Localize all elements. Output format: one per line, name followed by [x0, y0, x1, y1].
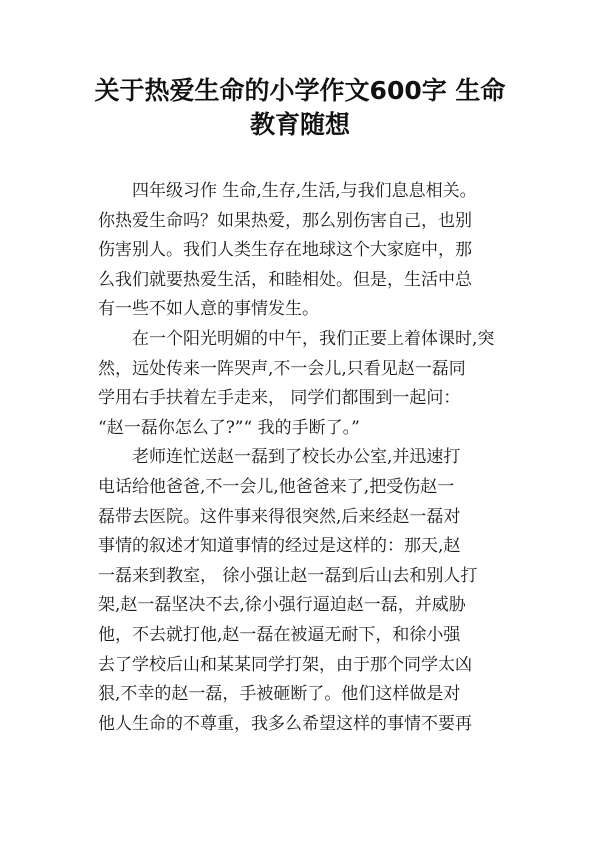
paragraph-2-line-2: 然，远处传来一阵哭声,不一会儿,只看见赵一磊同 — [98, 358, 466, 379]
paragraph-3-line-9: 狠,不幸的赵一磊，手被砸断了。他们这样做是对 — [98, 684, 461, 705]
document-body — [98, 177, 538, 739]
paragraph-1-line-1: 四年级习作 生命,生存,生活,与我们息息相关。 — [132, 181, 477, 201]
title-line: 关于热爱生命的小学作文600字 生命 — [94, 76, 506, 105]
paragraph-3-line-8: 去了学校后山和某某同学打架，由于那个同学太凶 — [98, 654, 472, 675]
paragraph-3-line-3: 磊带去医院。这件事来得很突然,后来经赵一磊对 — [98, 506, 461, 527]
paragraph-2-line-4: “赵一磊你怎么了?”“ 我的手断了。” — [98, 417, 360, 438]
paragraph-2-line-3: 学用右手扶着左手走来， 同学们都围到一起问： — [98, 388, 461, 409]
paragraph-1-line-5: 有一些不如人意的事情发生。 — [98, 299, 319, 320]
paragraph-3-line-6: 架,赵一磊坚决不去,徐小强行逼迫赵一磊，并威胁 — [98, 595, 466, 616]
paragraph-3-line-7: 他，不去就打他,赵一磊在被逼无耐下，和徐小强 — [98, 624, 461, 645]
paragraph-3-line-10: 他人生命的不尊重，我多么希望这样的事情不要再 — [98, 713, 472, 734]
paragraph-1-line-4: 么我们就要热爱生活，和睦相处。但是，生活中总 — [98, 269, 472, 290]
paragraph-3-line-1: 老师连忙送赵一磊到了校长办公室,并迅速打 — [132, 447, 461, 468]
paragraph-3-line-2: 电话给他爸爸,不一会儿,他爸爸来了,把受伤赵一 — [98, 476, 455, 497]
paragraph-3-line-5: 一磊来到教室， 徐小强让赵一磊到后山去和别人打 — [98, 565, 478, 586]
document-title — [0, 74, 600, 142]
title-line: 教育随想 — [249, 110, 350, 139]
paragraph-1-line-2: 你热爱生命吗？如果热爱，那么别伤害自己，也别 — [98, 210, 472, 231]
paragraph-3-line-4: 事情的叙述才知道事情的经过是这样的：那天,赵 — [98, 536, 461, 557]
paragraph-1-line-3: 伤害别人。我们人类生存在地球这个大家庭中，那 — [98, 240, 472, 261]
paragraph-2-line-1: 在一个阳光明媚的中午，我们正要上着体课时,突 — [132, 328, 495, 349]
